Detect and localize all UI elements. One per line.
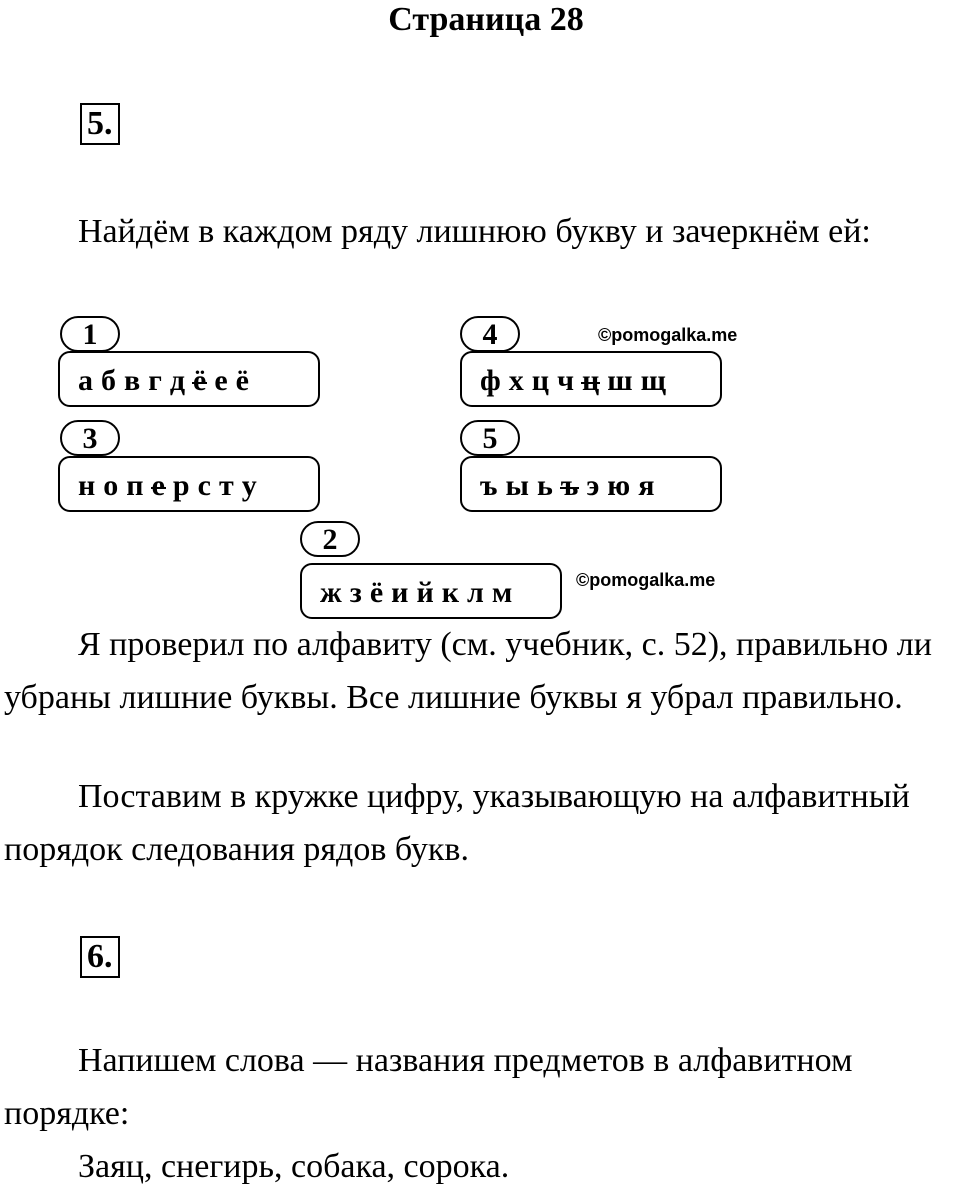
row-5-letters — [460, 456, 722, 512]
struck-letter: е — [152, 458, 165, 514]
letter: а — [78, 364, 93, 397]
letter: и — [391, 576, 409, 609]
struck-letter: ё — [193, 353, 206, 409]
letter: к — [441, 576, 460, 609]
letter: с — [197, 469, 211, 502]
task-6-number: 6. — [80, 936, 120, 978]
task-5-number: 5. — [80, 103, 120, 145]
letter: н — [78, 469, 96, 502]
letter: р — [172, 469, 190, 502]
task-5-instruction: Поставим в кружке цифру, указывающую на алфавитный порядок следования рядов букв. — [4, 778, 910, 868]
task-5-check-text: Я проверил по алфавиту (см. учебник, с. 52), правильно ли убраны лишние буквы. Все лишние буквы я убрал правильно. — [4, 626, 932, 716]
task-5-intro: Найдём в каждом ряду лишнюю букву и зачеркнём ей: — [78, 213, 871, 250]
row-3-letters — [58, 456, 320, 512]
letter: й — [416, 576, 434, 609]
letter: ф — [480, 364, 501, 397]
struck-letter: ъ — [561, 458, 579, 514]
letter: ы — [505, 469, 529, 502]
letter: ё — [235, 364, 249, 397]
row-1-circle: 1 — [60, 316, 120, 352]
letter: ц — [531, 364, 550, 397]
watermark-bottom: ©pomogalka.me — [576, 570, 716, 590]
letter: п — [126, 469, 144, 502]
letter: д — [169, 364, 186, 397]
letter: о — [103, 469, 119, 502]
letter: г — [148, 364, 162, 397]
row-5-circle: 5 — [460, 420, 520, 456]
letter: ж — [320, 576, 342, 609]
letter: м — [491, 576, 513, 609]
letter: щ — [640, 364, 666, 397]
letter: ю — [607, 469, 631, 502]
letter: х — [508, 364, 524, 397]
row-3-circle: 3 — [60, 420, 120, 456]
letter: е — [214, 364, 228, 397]
letter: л — [467, 576, 484, 609]
task-6-intro: Напишем слова — названия предметов в алфавитном порядке: — [4, 1042, 853, 1132]
page-title: Страница 28 — [388, 1, 584, 38]
letter: ш — [607, 364, 633, 397]
letter: ь — [536, 469, 553, 502]
row-2-circle: 2 — [300, 521, 360, 557]
letter: я — [638, 469, 655, 502]
letter: в — [124, 364, 141, 397]
watermark-top: ©pomogalka.me — [598, 325, 738, 345]
task-6-answer: Заяц, снегирь, собака, сорока. — [78, 1148, 510, 1185]
row-2-letters — [300, 563, 562, 619]
struck-letter: ц — [582, 353, 599, 409]
row-1-letters — [58, 351, 320, 407]
letter: ч — [557, 364, 574, 397]
letter: з — [349, 576, 362, 609]
letter: т — [218, 469, 234, 502]
letter: ъ — [480, 469, 498, 502]
letter: б — [101, 364, 116, 397]
letter: ё — [369, 576, 384, 609]
row-4-letters — [460, 351, 722, 407]
row-4-circle: 4 — [460, 316, 520, 352]
letter: э — [586, 469, 600, 502]
letter: у — [241, 469, 257, 502]
